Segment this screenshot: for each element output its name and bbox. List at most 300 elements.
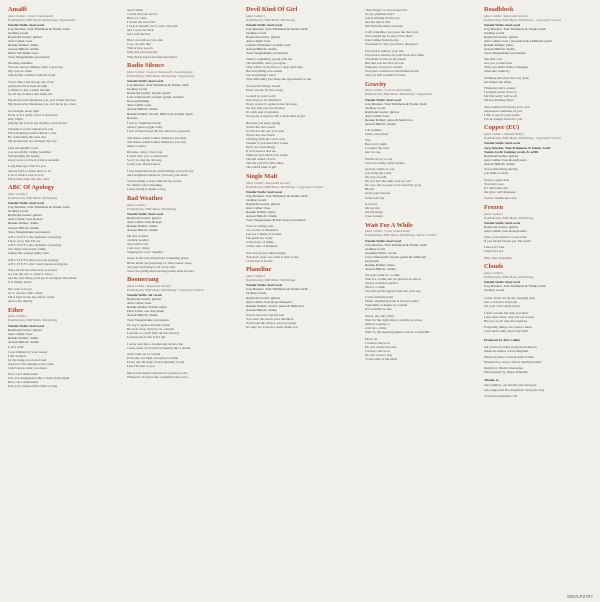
lyric-line: Singing the word 'together' [127,250,164,255]
performer-line: Arnout Hellofs: drums [246,47,277,52]
performer-line: Raymond Gertze: guitars [246,202,281,207]
lyric-line: My glamorous ray changed my way [8,139,57,144]
lyric-line: I keep trying to make a song [127,187,166,192]
performer-line: Arnout Hellofs: drums [8,339,39,344]
lyrics-block [8,61,118,181]
lyric-line: Gravity comes to you [365,167,395,172]
performer-line: Toon Vangansbeke: percussion [8,55,50,60]
performer-line: Natalie Wolfe: lead vocal [365,97,402,102]
lyric-line: You're copper hair [484,177,509,182]
performer-line: Renske Kölker: drums [8,43,39,48]
performer-line: Alex Callier: bass [246,39,271,44]
performer-line: Natalie Wolfe: lead vocal [8,201,45,206]
song-block [484,124,594,200]
songwriter-credit: (Alex Callier / Luca Chiaravalli) [365,229,410,234]
lyric-line: My mom never mentions you, you let us be a beat [8,102,76,107]
performer-line: Jorg Drucker, Toni Trimmons & Yannis Jordi: [246,194,309,199]
songwriter-credit: Published by EMI Music Publishing [8,195,58,200]
lyric-line: You made it clear you had to disappear [365,42,418,47]
performer-line: Raymond Gertze: guitars [246,295,281,300]
lyric-line: Since you wanted to look at me [484,234,527,239]
performer-line: backing vocals [246,31,267,36]
performer-line: backing vocals [365,105,386,110]
lyric-line: By celebrating this blue day [8,135,47,140]
lyrics-block [127,323,237,379]
lyric-line: Like falling from the sky [365,38,399,43]
lyric-line: depression continues of you [484,108,522,113]
lyric-line: every wave on flood of the wonderful [8,158,60,163]
performer-credits [127,293,237,321]
performer-line: Alex Callier: bass & keyboards [484,157,527,162]
lyric-line: life for a while [365,284,386,289]
songwriter-credit: (Alex Callier) [246,273,265,278]
lyric-line: Are you a brand new [484,61,513,66]
song-block [127,62,237,191]
lyric-line: Why did you give me that hand blow [127,54,178,59]
song-title: Wait For A While [365,221,413,229]
lyric-line: I feel excited about the feet there's no question [127,129,191,134]
performer-line: Arnout Hellofs: drums [8,225,39,230]
performer-line: Luca Chiaravalli: electric guitar & additional [365,254,427,259]
performer-line: Arnout Hellofs: drums [246,214,277,219]
lyric-line: wait for a while [365,326,387,331]
lyric-line: when you're here [365,131,389,136]
performer-line: Raymond Gertze: guitars [484,225,519,230]
lyric-line: I can't feel it for me [246,258,273,263]
lyrics-column [246,6,356,588]
lyric-line: she makes me smile [484,79,512,84]
song-title: Copper (EU) [484,124,520,132]
songwriter-credit: (Alex Callier / Luca Chiaravalli) [8,13,53,18]
lyric-line: And now I'm running in the wind [8,361,54,366]
performer-line: Jorg Drucker, Toni Trimmons & Yannis Jordi: [484,284,547,289]
liner-line: Ghent & studios across Belgium [484,349,529,354]
lyric-line: A caveat [365,201,377,206]
songwriter-credit: Published by EMI Music Publishing / Copyright Control [484,136,561,141]
performer-line: Natalie Wolfe: lead vocal [127,212,164,217]
performer-line: Raymond Gertze: guitars [365,109,400,114]
lyric-line: Do you feel the same way as I do? [365,179,412,184]
performer-line: Renske Kölker: Fazlan organ [127,305,167,310]
songwriter-credit: Published by EMI Music Publishing / Copyright Control [246,184,323,189]
liner-line: into a world to everyone [484,300,518,305]
lyric-line: Sun you tell me what ever you need [8,268,57,273]
lyric-line: but my half so much more to be [8,168,52,173]
performer-credits [8,201,118,233]
songwriter-credit: Published by EMI Music Publishing [127,206,177,211]
performer-line: Natalie Wolfe: lead vocal [484,23,521,28]
songwriter-credit: Published by EMI Music Publishing / Sugarmusic [127,73,195,78]
lyric-line: you bring my walls [365,171,392,176]
lyric-line: Everyday see light, everyday be mine [127,356,179,361]
lyric-line: the sky, that you see because [246,106,285,111]
performer-line: Toon Vangansbeke: percussion [246,51,288,56]
songwriter-credit: Published by EMI Music Publishing [484,215,534,220]
lyric-line: and so my dignity [8,299,33,304]
lyric-line: I'm beautiful, don't you agree [246,61,286,66]
liner-notes [484,296,594,398]
lyric-line: Cause you already know [127,162,161,167]
lyric-line: Can't say a thing [127,246,150,250]
lyric-line: You polish things merely [484,167,519,172]
lyric-line: we're drowning wider breaks [365,160,405,165]
lyric-line: Every sweet of orphan naive lies dust [246,102,297,107]
performer-line: backing vocals [365,246,386,251]
lyric-line: Black heads are preparing for their winter sleep [127,260,192,265]
lyric-line: to go on with this [127,42,151,47]
lyric-line: A B C D E F G but I don't mean leaving me [8,261,68,266]
lyric-line: I'll bring forth all I ever own [246,137,285,142]
song-block [8,6,118,181]
songwriter-credit: Published by EMI Music Publishing [484,274,534,279]
lyric-line: A B C D E F G the alphabet of apology [8,243,62,248]
performer-line: backing vocals [246,291,267,296]
lyric-line: There's something wrong with me [246,57,293,62]
performer-credits [484,23,594,55]
performer-line: Toon Vangansbeke: percussion [127,317,169,322]
lyric-line: I do tremble [365,127,382,132]
songwriter-credit: (Alex Callier) [246,13,265,18]
song-block [365,81,475,219]
lyric-line: But that was not how it took [365,60,404,65]
lyric-line: how you disappeared like a thorn in the night [8,376,70,381]
lyric-line: you're shining all the way [365,15,400,20]
songwriter-credit: (Alex Callier) [8,191,27,196]
lyric-line: I'm gentle for today [246,236,273,241]
lyric-line: You wanted me to stay, I'd be there [365,34,413,39]
lyrics-block [484,167,594,200]
liner-line: Our families, our friends and everyone [484,383,537,388]
lyric-line: Oh say my [365,205,380,210]
liner-line: Thanks to [484,378,499,383]
lyric-line: You will be lost [127,241,149,246]
songwriter-credit: (Alex Callier) [484,270,503,275]
lyric-line: in the balcony [365,195,385,200]
performer-credits [127,79,237,119]
lyric-line: My life really will be all [484,94,518,99]
lyric-line: in any grammar that's [365,11,395,16]
lyric-line: Move on [365,336,378,341]
performer-credits [365,239,475,271]
song-block [127,195,237,273]
lyric-line: If you haven't heard yet, I'm warm [484,238,531,243]
lyric-line: The roadblock between your own [484,104,530,109]
liner-line: Photography by Jasper Wijnants [484,369,528,374]
lyrics-column [484,6,594,588]
liner-line: www.hooverphonic.com [484,393,518,398]
lyric-line: My nerves desire will bust in a poison or me [127,370,188,375]
lyric-line: I watch the trees fall [127,19,155,24]
songwriter-credit: Published by EMI Music Publishing / Copyright Control [484,17,561,22]
liner-line: who supported Hooverphonic along the way [484,387,545,392]
lyric-line: Lost it while I was in love [8,172,44,177]
lyric-line: You're like a red strong cup of tea [8,79,54,84]
performer-line: Alex Callier: bass & keys [8,217,43,222]
catalog-number: MOVLP2797 [567,594,593,599]
songwriter-credit: (Alex Callier / Natalie Wolfe) [484,131,524,136]
performer-line: Natalie Wolfe: lead vocal [246,283,283,288]
lyric-line: Like I'm next to you [127,364,155,369]
lyric-line: I know it's not [484,249,504,254]
songwriter-credit: Published by EMI Music Publishing / Music Control [365,233,437,238]
performer-line: Natalie Wolfe: lead vocal [484,221,521,226]
songwriter-credit: Published by EMI Music Publishing [246,17,296,22]
lyric-line: You broke the silence, yes you spoke [246,321,297,326]
lyric-line: and the rain is fine [365,19,391,24]
lyric-line: It leaves me in the lead I am [127,335,166,340]
performer-line: Arnout Hellofs: drums [127,313,158,318]
lyrics-column [365,6,475,588]
lyrics-block [365,128,475,219]
performer-line: Arnout Hellofs: drums [484,47,515,52]
performer-line: Raymond Gertze: guitars [8,327,43,332]
lyric-line: Cut everything I need [246,73,276,78]
performer-line: Lennert Vandelaer: acoustic bass [246,43,291,48]
songwriter-credit: Published by EMI Music Publishing [8,318,58,323]
lyric-line: are you the one to cause it all too [8,272,53,277]
lyric-line: It's dark side of paradise [246,110,279,115]
song-title: Devil Kind Of Girl [246,6,298,13]
lyric-line: When a lightning from is always louder [365,299,419,304]
song-block [365,8,475,78]
performer-credits [8,324,118,344]
song-title: ABC Of Apology [8,184,55,192]
lyric-line: make a sound [127,143,146,148]
performer-line: Gianluigi Fazio: vocals [365,250,397,255]
liner-line [484,333,594,335]
performer-line: Peter Claes: one note piano [127,309,165,314]
performer-line: Jorg Drucker, Toni Trimmons & Yannis Jordi: [365,242,428,247]
lyric-line: Wonder if you need me? Cause [246,141,289,146]
song-block [127,8,237,59]
lyrics-column [127,6,237,588]
lyric-line: Chasing it, took compared to you [8,127,54,132]
lyric-line: by the things you never said [8,357,47,362]
liner-line: Mixed by Peter Claes & Alex Callier [484,355,535,360]
lyric-line: You see the things I need [246,83,281,88]
lyric-line: I'm a devil kind of girl [246,165,277,170]
lyric-line: Long time ago I felt for you [8,164,46,169]
lyric-line: Do you wanna love me [365,344,397,349]
lyric-line: I look at myself out of your cold soul [127,23,178,28]
lyric-line: So I'm not the one you want [246,128,285,133]
lyric-line: for all my troubles that make me [8,91,53,96]
lyrics-block [365,8,475,78]
performer-line: & piano [127,115,139,120]
performer-line: backing vocals [484,31,505,36]
performer-line: Raymond Gertze: guitars [246,35,281,40]
lyric-line: I'm still afraid of love [246,157,276,162]
songwriter-credit: (Alex Callier) [8,314,27,319]
lyric-line: My mom never mentions you, you soften my beat [8,98,76,103]
lyric-line: Here we come [127,15,147,20]
performer-line: Raymond Gertze: guitars [484,35,519,40]
performer-line: Alex Callier: bass [8,331,33,336]
performer-line: Alex Callier: bass & keys [127,220,162,225]
lyrics-block [8,345,118,388]
liner-line: I don't scream but then you have [484,310,529,315]
lyric-line: You slowly feel unknowingly [246,250,287,255]
performer-line: Alex Callier: bass [127,301,152,306]
performer-credits [246,283,356,311]
lyric-line: You made it rain on the sunset [365,56,407,61]
liner-line: Mastered by Greg Calbi at Sterling Sound [484,359,542,364]
lyrics-block [127,121,237,191]
lyric-line: I am cloaked [8,353,26,358]
performer-line: Jorg Drucker, Toni Trimmons & Yannis Jordi: [127,83,190,88]
lyric-line: We will see the jigsaw falls into your eye [365,288,421,293]
lyric-line: Then you didn't make a manager [484,65,529,70]
lyric-line: All puns are flying to far away isles [127,264,176,269]
lyric-line: We gone want for a while [365,272,400,277]
performer-credits [484,221,594,233]
liner-line: I just don't really know my limit [484,329,528,334]
song-title: Single Malt [246,172,278,180]
songwriter-credit: Published by EMI Music Publishing / Sugarmusic [365,92,433,97]
performer-line: backing vocals [127,87,148,92]
lyric-line: don't trust or be disturbed [246,98,281,103]
lyric-line: To the ends of the earth [365,356,397,361]
lyric-line: try to use me with a flash [8,290,43,295]
performer-line: Toon Vangansbeke: percussion [8,229,50,234]
lyric-line: You in a landscape seen [484,196,517,201]
lyric-line: I'm not the only one who cries [8,176,50,181]
lyric-line: Caffeine is just a small amount [8,87,51,92]
performer-line: Jorg Drucker, Toni Trimmons & Yannis Jordi: [246,27,309,32]
lyric-line: Sometimes it makes no wonder [365,303,408,308]
lyric-line: It'd wouldn't be lies [365,307,392,312]
songwriter-credit: Published by EMI Music Publishing / Sugarmusic [8,17,76,22]
performer-line: Arnout Hellofs: drums [365,267,396,272]
song-title: Ether [8,306,24,314]
liner-line: All tracks recorded at private homes in [484,344,537,349]
song-block [246,6,356,169]
lyric-line: Good night, sleep tight [8,108,40,113]
songwriter-credit: (Alex Callier / Raymond Gertze) [127,283,172,288]
performer-line: Jorg Drucker, Toni Trimmons & Yannis Jordi: [8,205,71,210]
lyric-line: I can't wish my heart [365,295,394,300]
performer-line: Arnout Hellofs: drums [484,161,515,166]
performer-line: Renske Kölker: piano [484,43,514,48]
lyric-line: The music seems louder whenever you stay [127,139,187,144]
performer-line: Jorg Drucker, Toni Trimmons & Yannis Jordi: [246,287,309,292]
lyric-line: Why did you leave me [127,50,158,55]
liner-line: Set your cold lonely down [484,304,520,309]
songwriter-credit: (Alex Callier / Raymond Gertze) [246,180,291,185]
performer-line: Renske Kölker: piano & Mellotron [365,117,413,122]
performer-line: Alex Callier: bass [127,103,152,108]
lyric-line: This is how you do [127,46,153,51]
lyrics-block [484,235,594,260]
lyric-line: how your captured like after so long [8,384,58,389]
song-title: Gravity [365,80,387,88]
lyric-line: Wait for a while but we just live in blood [365,276,421,281]
song-block [8,307,118,389]
performer-credits [484,141,594,165]
lyric-line: I don't know what you mean [8,365,47,370]
lyric-line: stock your breezes [365,191,391,196]
lyric-line: After both out of control [127,352,161,357]
lyric-line: A B C D E F G this is not an apology [8,257,59,262]
lyric-line: I'm wandering round without a clue [8,131,57,136]
performer-line: Jorg Drucker, Toni Trimmons & Yannis Jordi: [484,27,547,32]
lyric-line: I want to move on [365,340,390,345]
lyric-line: you think is white [484,171,509,176]
lyric-line: Grass is the only thing that's remaining green [127,256,189,261]
lyric-line: that you still wouldn't be here [365,73,406,78]
lyric-line: She ain't cool [484,57,503,62]
lyric-line: So try to sing me all song [127,158,162,163]
lyric-line: Don't ask me for the wrong [246,87,284,92]
performer-line: Alex Callier: bass / percussion & additional synth [484,39,552,44]
performer-credits [365,98,475,126]
lyric-line: I'm so sorry that I'm not [8,239,41,244]
lyric-line: oh dark weather [127,237,149,242]
lyric-line: You don't even care what it does to me [246,254,299,259]
lyric-line: I wander the view [365,146,390,151]
performer-line: Raymond Gertze: guitars [127,297,162,302]
performer-line: Pieter Van Daele: keys [8,51,39,56]
songwriter-credit: (Alex Callier / Laura Chiaravalli / Luca Paglio) [127,69,193,74]
lyric-line: And delighted whenever you lose your mind [127,172,188,177]
lyric-line: I won't dare you to stand back [127,154,168,159]
performer-line: Arnout Hellofs: drums [127,228,158,233]
song-block [246,266,356,329]
lyric-line: and the only thing we'll get to an empty lake slides [8,276,77,281]
songwriter-credit: Published by EMI Music Publishing [246,277,296,282]
lyric-line: Which we try to say [365,156,393,161]
performer-line: Natalie Wolfe: lead vocal [8,323,45,328]
liner-line: I just don't know why you are scared [484,314,534,319]
songwriter-credit: (Alex Callier / Raymond Gertze) [484,13,529,18]
lyric-line: playing the fool in my slightly crazy moves [8,120,68,125]
song-title: Planeline [246,266,272,274]
lyric-line: It's only too scared to really make you [246,325,298,330]
lyric-line: Surrounding the beauty [8,153,40,158]
lyric-line: Too many bad words within [8,247,46,252]
lyric-line: just for one [365,150,381,155]
lyric-line: Don't say such things [246,145,275,150]
performer-line: Natalie Wolfe: all vocals [127,293,162,298]
performer-line: Natalie Wolfe: lead vocal [484,141,521,146]
lyric-line: The music seems louder whenever you hide [127,135,187,140]
performer-credits [127,212,237,232]
lyric-line: Whenever it's grace me, remember the word... [127,374,190,379]
lyric-line: I know it's true [484,245,505,250]
lyric-line: Because, baby, I miss you [127,150,163,155]
lyric-line: Now can I understand [8,372,38,377]
lyric-line: radiate like a mellow Amalfi cloud [8,73,56,78]
lyric-line: Wake up and smell your wings [246,153,288,158]
lyric-line: You've been the spotted fear [246,313,285,318]
lyric-line: Someone you never looked [365,64,403,69]
performer-credits [484,280,594,292]
lyric-line: that'll finally make us break [365,23,403,28]
lyric-line: Lost I walk [8,345,24,350]
performer-line: Arnout Hellofs: drums [246,307,277,312]
lyric-line: it is simply better [8,280,32,285]
performer-line: Raymond Gertze: guitars [127,216,162,221]
lyrics-block [8,235,118,303]
lyric-line: Do you, (it's no easy to be towed by you) [365,183,421,188]
lyric-line: on a bottle of memories [246,228,279,233]
lyric-line: Whenever she's around [484,86,516,91]
lyrics-block [246,57,356,169]
performer-line: Renske Kölker: electric piano & Mellotron [246,303,305,308]
performer-line: Raymond Gertze: guitars [484,153,519,158]
lyric-line: How can I understand [8,380,38,385]
performer-line: Renske Kölker: piano [246,210,276,215]
